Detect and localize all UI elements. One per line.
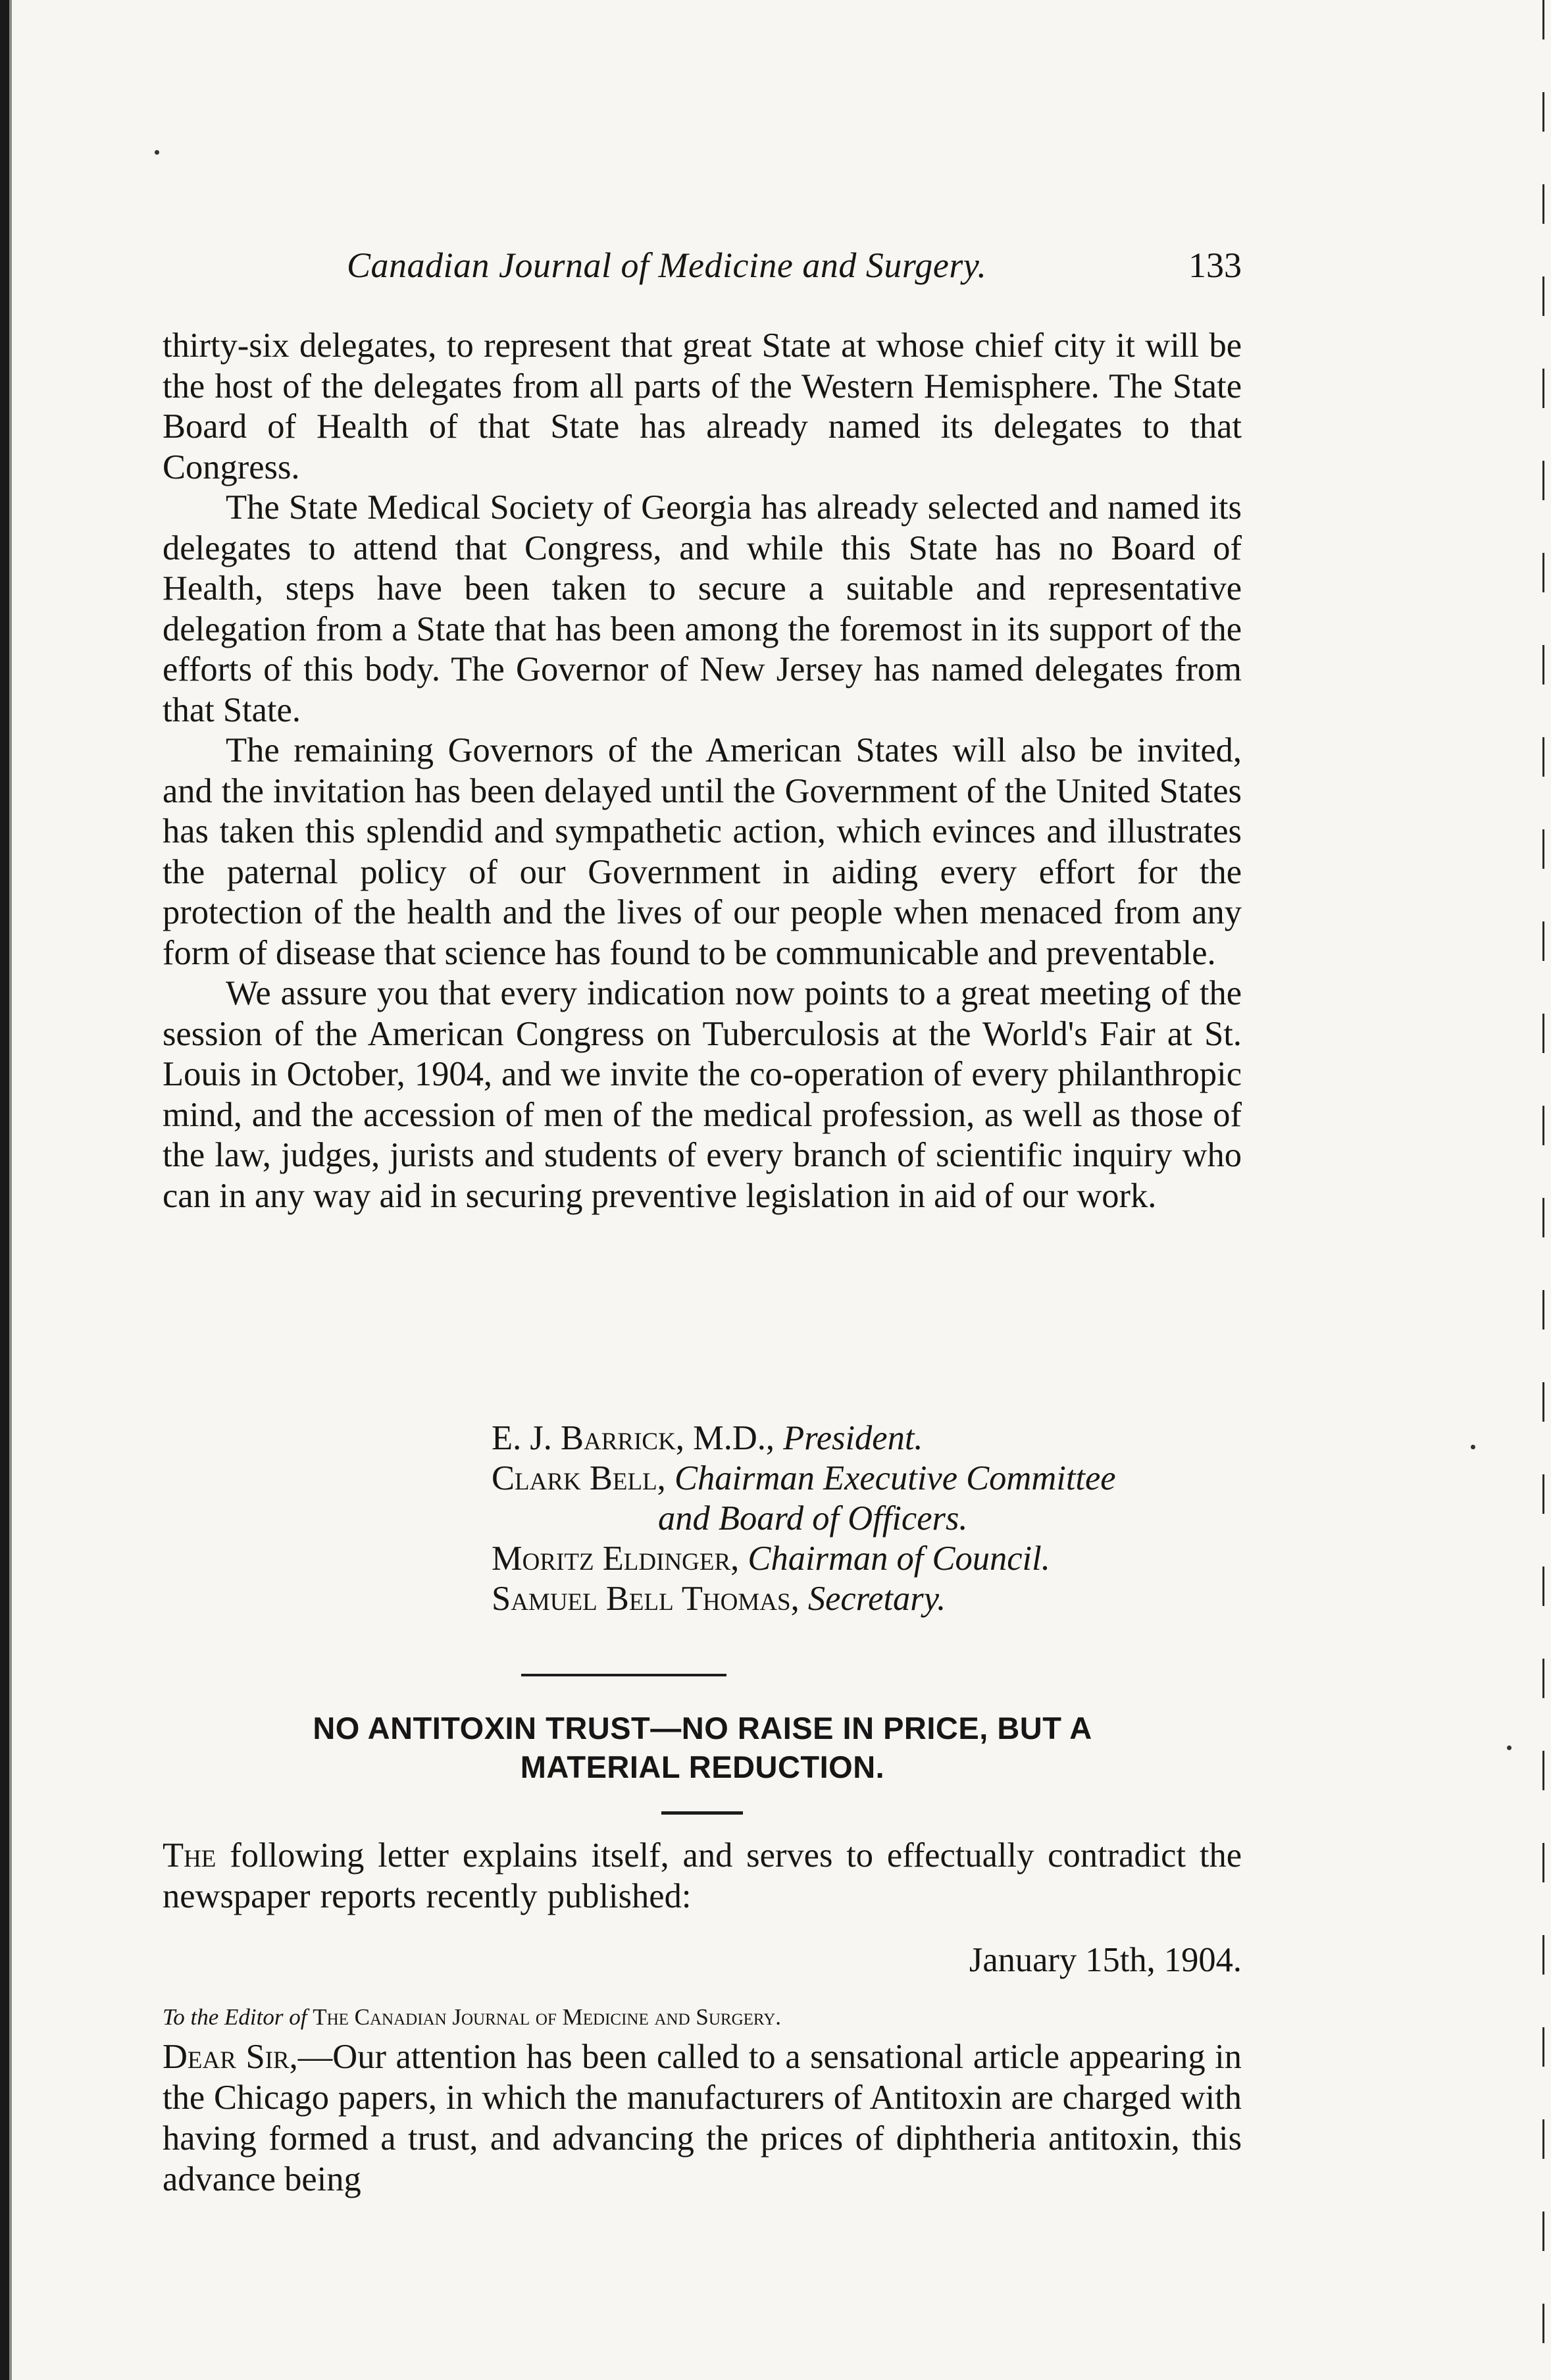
headline-line: MATERIAL REDUCTION. [520, 1749, 885, 1784]
signature-line [492, 1579, 1255, 1619]
signature-line [492, 1459, 1255, 1499]
section-divider [521, 1674, 726, 1676]
signatory-name: Clark Bell, [492, 1459, 666, 1497]
scan-speck [1507, 1746, 1512, 1750]
headline-line: NO ANTITOXIN TRUST—NO RAISE IN PRICE, BUT A [313, 1711, 1092, 1746]
page-edge-right [1542, 0, 1544, 2380]
intro-lead-word: The [163, 1836, 216, 1875]
signatory-title: Secretary. [807, 1580, 946, 1618]
signatory-name: Moritz Eldinger, [492, 1539, 740, 1578]
letter-addressee [163, 2003, 1242, 2032]
signature-line [492, 1539, 1255, 1579]
signatory-title: President. [783, 1419, 923, 1457]
article-body [163, 326, 1242, 1216]
letter-body [163, 2036, 1242, 2200]
article-headline [191, 1709, 1214, 1786]
letter-text: Our attention has been called to a sensational article appearing in the Chicago papers, in which the manufacturers of Antitoxin are charged with having formed a trust, and advancing the prices of diphtheria antitoxin, this advance being [163, 2038, 1242, 2198]
paragraph: thirty-six delegates, to represent that great State at whose chief city it will be the host of the delegates from all parts of the Western Hemisphere. The State Board of Health of that State has already named its delegates to that Congress. [163, 326, 1242, 486]
running-head [163, 245, 1242, 298]
signatory-title: Chairman of Council. [748, 1539, 1050, 1578]
signature-line [492, 1418, 1255, 1459]
letter-intro [163, 1835, 1242, 1917]
intro-text: following letter explains itself, and serves to effectually contradict the newspaper reports recently published: [163, 1836, 1242, 1915]
letter-paragraph [163, 2036, 1242, 2200]
letter-date: January 15th, 1904. [969, 1941, 1242, 1979]
headline-rule [661, 1811, 743, 1815]
paragraph: The State Medical Society of Georgia has already selected and named its delegates to attend that Congress, and while this State has no Board of Health, steps have been taken to secure a suitable and representative delegation from a State that has been among the foremost in its support of the efforts of this body. The Governor of New Jersey has named delegates from that State. [163, 488, 1242, 729]
running-title: Canadian Journal of Medicine and Surgery. [347, 246, 987, 285]
salutation: Dear Sir,— [163, 2038, 333, 2076]
paragraph: We assure you that every indication now points to a great meeting of the session of the American Congress on Tuberculosis at the World's Fair at St. Louis in October, 1904, and we invite the co-operation of every philanthropic mind, and the accession of men of the medical profession, as well as those of the law, judges, jurists and students of every branch of scientific inquiry who can in any way aid in securing preventive legislation in aid of our work. [163, 974, 1242, 1215]
signatory-name: Samuel Bell Thomas, [492, 1580, 800, 1618]
scan-speck [155, 150, 159, 155]
signatory-title: and Board of Officers. [658, 1499, 968, 1538]
paragraph: The remaining Governors of the American States will also be invited, and the invitation has been delayed until the Government of the United States has taken this splendid and sympathetic action, which evinces and illustrates the paternal policy of our Government in aiding every effort for the protection of the health and the lives of our people when menaced from any form of disease that science has found to be communicable and preventable. [163, 731, 1242, 972]
scan-speck [1471, 1445, 1475, 1449]
addressee-journal: The Canadian Journal of Medicine and Surgery. [313, 2004, 782, 2030]
page-edge-left [0, 0, 13, 2380]
signatory-title: Chairman Executive Committee [674, 1459, 1116, 1497]
addressee-prefix: To the Editor of [163, 2004, 307, 2030]
signature-line [492, 1499, 1255, 1539]
page-number: 133 [1188, 246, 1242, 285]
intro-paragraph [163, 1835, 1242, 1917]
signature-block [492, 1418, 1255, 1619]
signatory-name: E. J. Barrick, M.D., [492, 1419, 775, 1457]
